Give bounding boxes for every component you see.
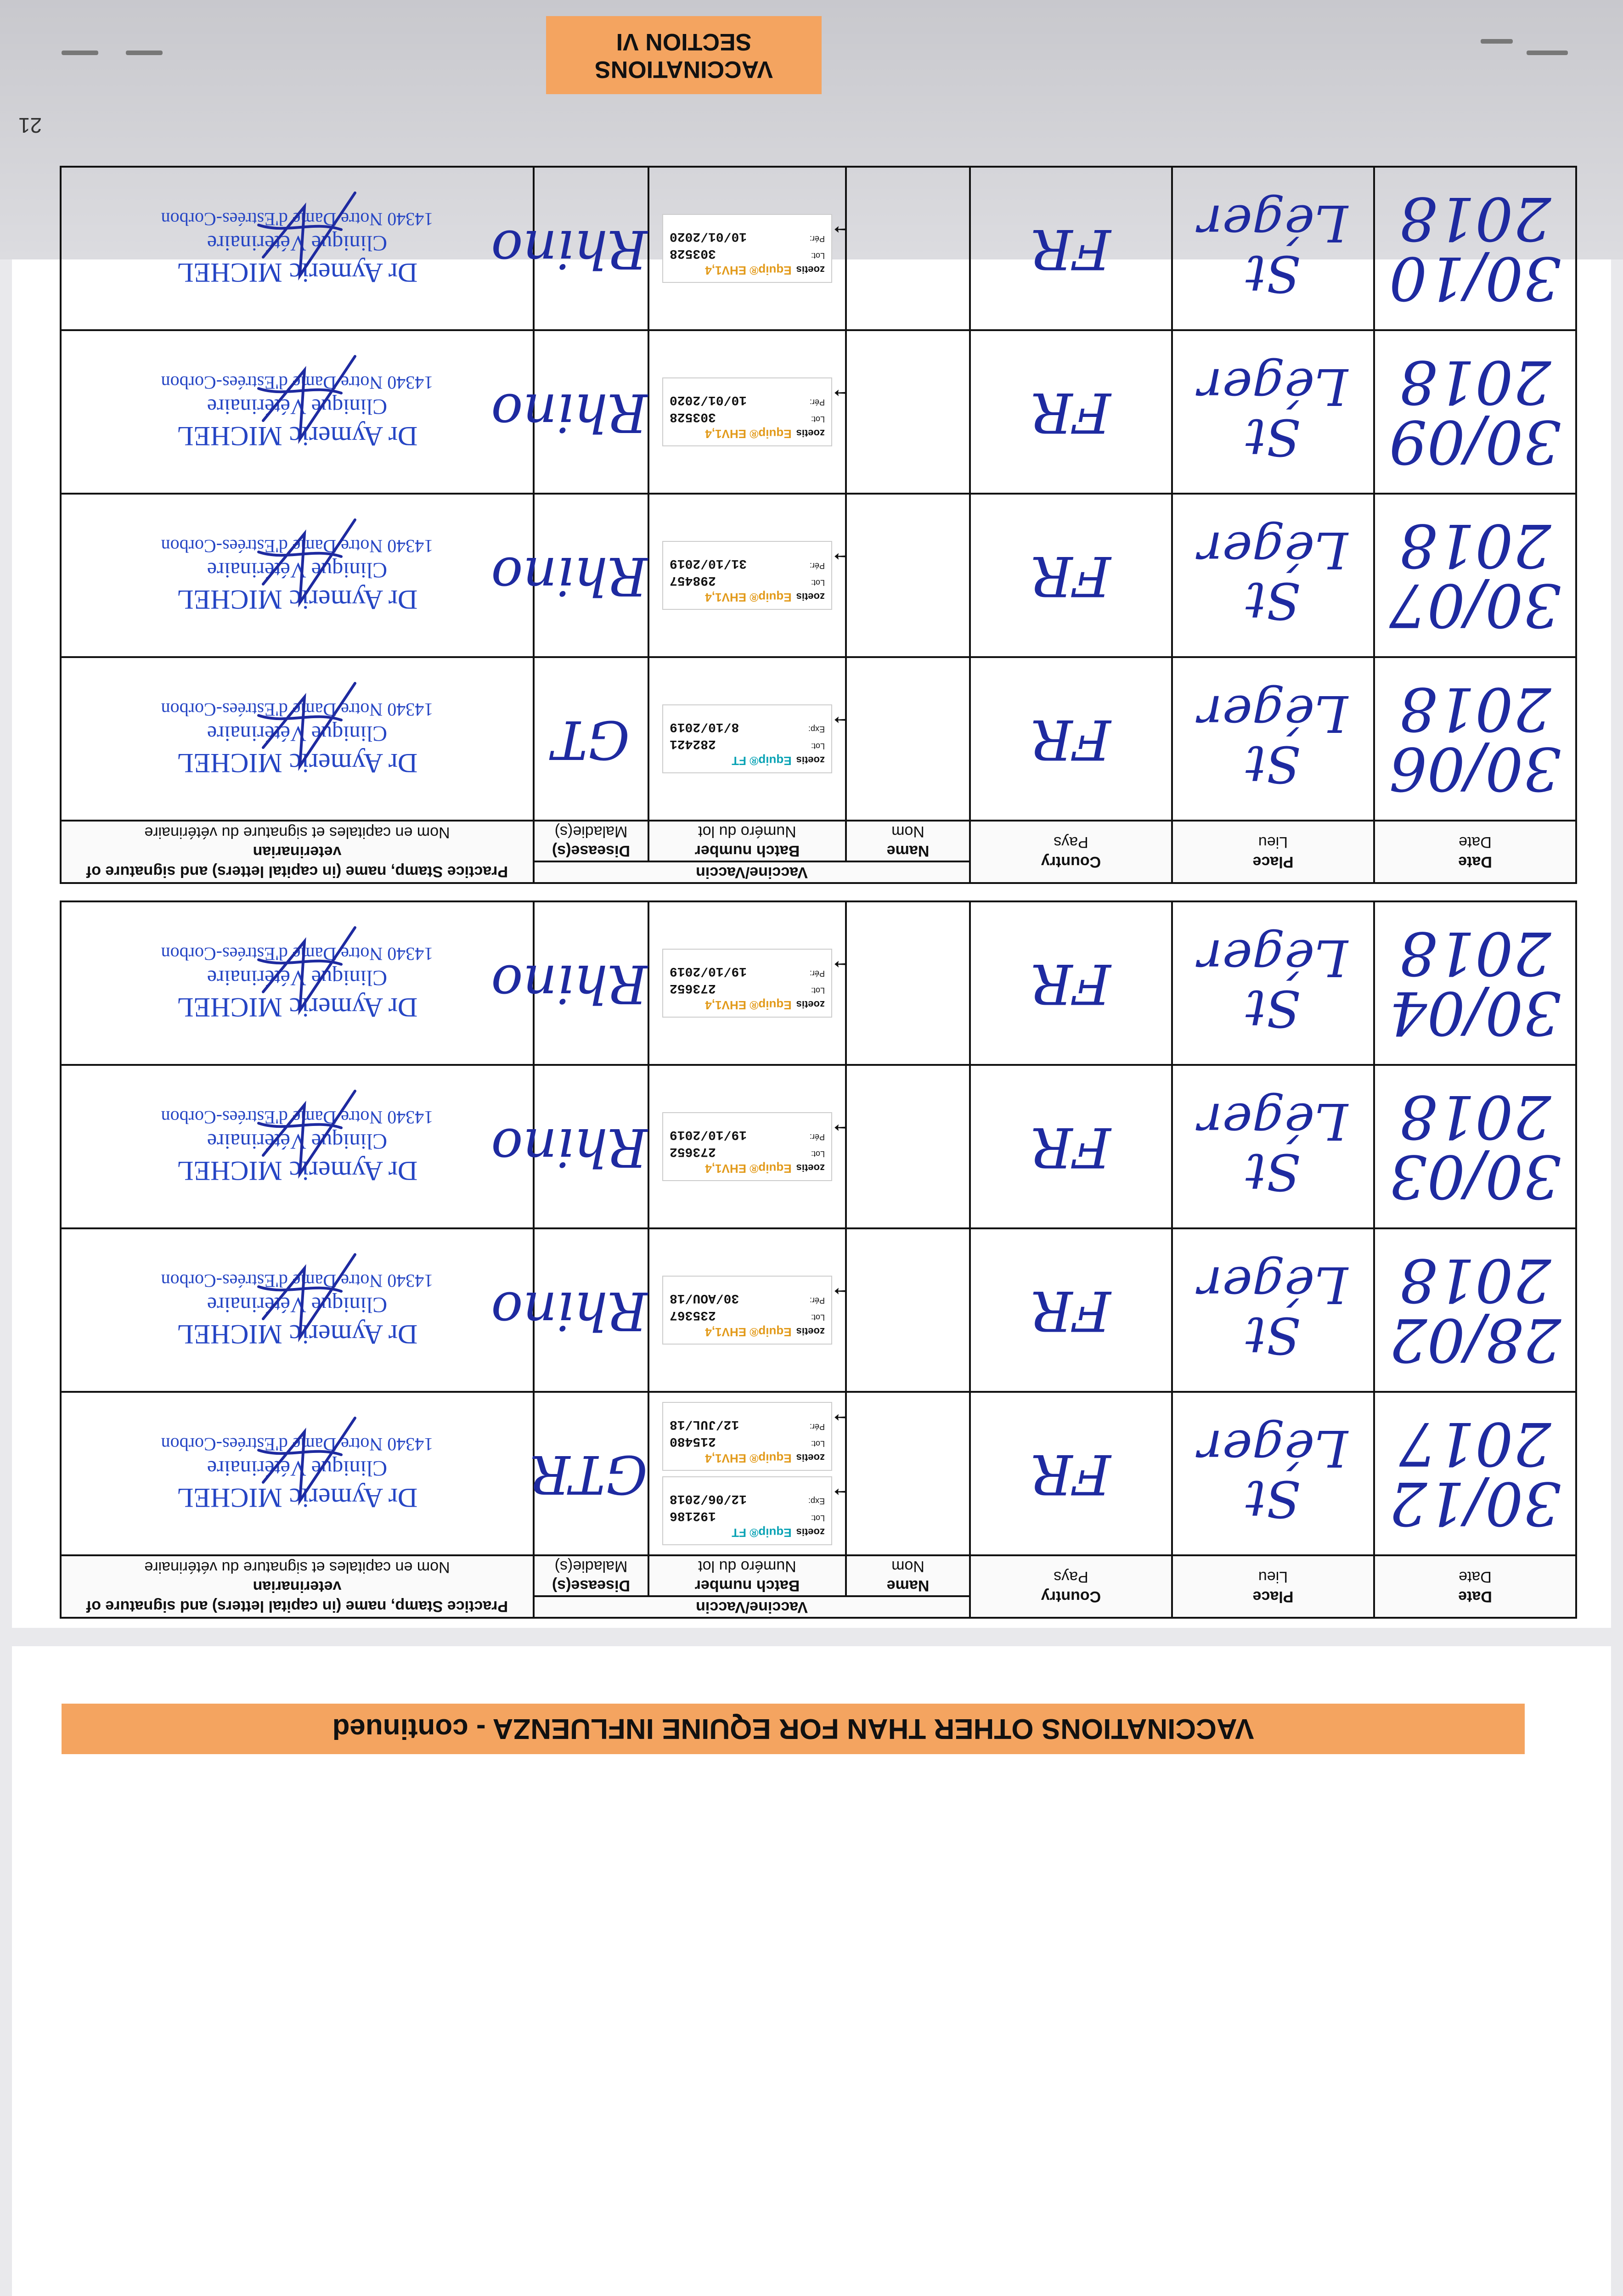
place-cell — [1172, 658, 1374, 821]
table-row — [61, 494, 1576, 658]
place-line1: St — [1245, 408, 1301, 467]
table-row — [61, 1065, 1576, 1229]
sticker-exp-line — [670, 1128, 825, 1142]
vaccine-name-cell — [846, 902, 970, 1065]
arrow-icon: ➙ — [834, 221, 847, 239]
stamp-cell — [61, 167, 534, 331]
table-row — [61, 1229, 1576, 1392]
date-day: 30/09 — [1389, 407, 1561, 477]
staple-mark — [126, 51, 163, 55]
stamp-clinic: Clinique Vétérinaire — [207, 558, 388, 583]
signature-scribble — [249, 918, 369, 1019]
stamp-address: 14340 Notre Dame d'Estrées-Corbon — [161, 535, 434, 557]
date-cell — [1374, 902, 1576, 1065]
sticker-exp-line — [670, 393, 825, 407]
vaccine-name-cell — [846, 167, 970, 331]
date-day: 28/02 — [1389, 1305, 1561, 1375]
header-name: Name Nom — [846, 821, 970, 862]
sticker-product-line — [670, 1526, 825, 1540]
header-date: Date Date — [1374, 1556, 1576, 1618]
sticker-exp: 12/JUL/18 — [670, 1417, 739, 1432]
arrow-icon: ➙ — [834, 956, 847, 974]
sticker-lot-key: Lot: — [811, 1514, 825, 1523]
place-line1: St — [1245, 571, 1301, 630]
stamp-cell — [61, 1065, 534, 1229]
disease-cell: Rhino — [534, 494, 648, 658]
sticker-product-line — [670, 998, 825, 1013]
sticker-exp: 19/10/2019 — [670, 964, 747, 979]
date-cell — [1374, 1065, 1576, 1229]
sticker-exp-key: Pér: — [809, 1422, 825, 1432]
date-year: 2018 — [1399, 1082, 1551, 1152]
header-disease: Disease(s) Maladie(s) — [534, 1556, 648, 1597]
sticker-lot: 273652 — [670, 1144, 716, 1159]
place-line2: Léger — [1198, 194, 1348, 253]
sticker-lot-line — [670, 1435, 825, 1449]
practice-stamp — [62, 1106, 533, 1188]
header-name: Name Nom — [846, 1556, 970, 1597]
arrow-icon: ➙ — [834, 384, 847, 402]
sticker-lot-line — [670, 981, 825, 996]
sticker-product-line — [670, 1162, 825, 1176]
sticker-lot: 235367 — [670, 1308, 716, 1322]
stamp-vet-name: Dr Aymeric MICHEL — [176, 1156, 418, 1187]
vaccine-name-cell — [846, 658, 970, 821]
date-cell — [1374, 494, 1576, 658]
table-row — [61, 1392, 1576, 1556]
date-day: 30/03 — [1389, 1142, 1561, 1212]
practice-stamp — [62, 1270, 533, 1351]
batch-cell — [648, 1065, 846, 1229]
stamp-cell — [61, 902, 534, 1065]
place-cell — [1172, 1392, 1374, 1556]
stamp-cell — [61, 331, 534, 494]
header-place: Place Lieu — [1172, 821, 1374, 884]
stamp-address: 14340 Notre Dame d'Estrées-Corbon — [161, 372, 434, 393]
staple-mark — [1527, 51, 1568, 55]
sticker-exp: 31/10/2019 — [670, 556, 747, 571]
date-cell — [1374, 1392, 1576, 1556]
sticker-brand: zoetis — [796, 754, 825, 766]
sticker-product-line — [670, 264, 825, 278]
batch-cell — [648, 1229, 846, 1392]
stamp-address: 14340 Notre Dame d'Estrées-Corbon — [161, 1434, 434, 1455]
sticker-exp-line — [670, 964, 825, 979]
sticker-product: Equip® EHV1,4 — [705, 1452, 792, 1466]
stamp-clinic: Clinique Vétérinaire — [207, 721, 388, 746]
stamp-clinic: Clinique Vétérinaire — [207, 1129, 388, 1154]
sticker-lot: 298457 — [670, 573, 716, 588]
stamp-address: 14340 Notre Dame d'Estrées-Corbon — [161, 699, 434, 720]
header-stamp: Practice Stamp, name (in capital letters) and signature of veterinarian Nom en capitales et signature du vétérinaire — [61, 1556, 534, 1618]
sticker-exp-key: Pér: — [809, 561, 825, 571]
arrow-icon: ➙ — [834, 1483, 847, 1501]
staple-mark — [1481, 39, 1513, 44]
place-cell — [1172, 902, 1374, 1065]
sticker-lot: 273652 — [670, 981, 716, 996]
stamp-clinic: Clinique Vétérinaire — [207, 1456, 388, 1481]
disease-cell: Rhino — [534, 331, 648, 494]
arrow-icon: ➙ — [834, 548, 847, 566]
stamp-clinic: Clinique Vétérinaire — [207, 231, 388, 256]
sticker-product: Equip® EHV1,4 — [705, 1162, 792, 1176]
sticker-exp: 8/10/2019 — [670, 720, 739, 734]
arrow-icon: ➙ — [834, 1409, 847, 1427]
header-batch: Batch number Numéro du lot — [648, 821, 846, 862]
date-day: 30/07 — [1389, 570, 1561, 641]
sticker-exp-line — [670, 1291, 825, 1306]
sticker-product: Equip® EHV1,4 — [705, 264, 792, 278]
sticker-lot-key: Lot: — [811, 578, 825, 588]
sticker-lot: 215480 — [670, 1434, 716, 1449]
stamp-vet-name: Dr Aymeric MICHEL — [176, 421, 418, 452]
place-cell — [1172, 167, 1374, 331]
stamp-clinic: Clinique Vétérinaire — [207, 394, 388, 419]
sticker-exp: 19/10/2019 — [670, 1127, 747, 1142]
sticker-lot-key: Lot: — [811, 986, 825, 996]
batch-cell — [648, 902, 846, 1065]
section-banner — [546, 16, 822, 94]
sticker-lot-key: Lot: — [811, 1439, 825, 1449]
date-day: 30/06 — [1389, 734, 1561, 804]
page-number: 21 — [18, 113, 42, 137]
sticker-lot-key: Lot: — [811, 1149, 825, 1159]
disease-cell: Rhino — [534, 1229, 648, 1392]
disease-cell: Rhino — [534, 1065, 648, 1229]
sticker-brand: zoetis — [796, 428, 825, 439]
date-cell — [1374, 1229, 1576, 1392]
practice-stamp — [62, 698, 533, 780]
header-place: Place Lieu — [1172, 1556, 1374, 1618]
sticker-exp-key: Exp: — [808, 725, 825, 734]
header-date: Date Date — [1374, 821, 1576, 884]
sticker-lot: 303528 — [670, 246, 716, 261]
date-cell — [1374, 331, 1576, 494]
disease-cell: GT — [534, 658, 648, 821]
sticker-product-line — [670, 591, 825, 605]
sticker-lot-line — [670, 410, 825, 424]
header-disease: Disease(s) Maladie(s) — [534, 821, 648, 862]
sticker-exp-key: Pér: — [809, 1132, 825, 1142]
sticker-product: Equip® FT — [732, 1526, 792, 1540]
sticker-exp: 30/AOU/18 — [670, 1291, 739, 1306]
date-year: 2018 — [1399, 674, 1551, 744]
sticker-lot: 282421 — [670, 737, 716, 751]
place-line2: Léger — [1198, 521, 1348, 580]
sticker-brand: zoetis — [796, 1452, 825, 1464]
sticker-product: Equip® EHV1,4 — [705, 1325, 792, 1339]
sticker-exp-key: Pér: — [809, 969, 825, 979]
practice-stamp — [62, 371, 533, 453]
place-cell — [1172, 494, 1374, 658]
vaccine-sticker — [662, 378, 847, 447]
sticker-product-line — [670, 754, 825, 768]
batch-cell — [648, 658, 846, 821]
sticker-lot-line — [670, 1509, 825, 1523]
stamp-cell — [61, 1229, 534, 1392]
country-cell: FR — [970, 1229, 1172, 1392]
sticker-brand: zoetis — [796, 1526, 825, 1538]
country-cell: FR — [970, 331, 1172, 494]
disease-cell: Rhino — [534, 902, 648, 1065]
header-country: Country Pays — [970, 821, 1172, 884]
stamp-vet-name: Dr Aymeric MICHEL — [176, 585, 418, 615]
sticker-lot-key: Lot: — [811, 251, 825, 261]
country-cell: FR — [970, 1065, 1172, 1229]
stamp-address: 14340 Notre Dame d'Estrées-Corbon — [161, 1270, 434, 1291]
sticker-lot-key: Lot: — [811, 415, 825, 424]
stamp-vet-name: Dr Aymeric MICHEL — [176, 1319, 418, 1350]
date-day: 30/12 — [1389, 1469, 1561, 1539]
date-year: 2018 — [1399, 511, 1551, 581]
sticker-product: Equip® FT — [732, 754, 792, 768]
date-day: 30/04 — [1389, 978, 1561, 1048]
header-country: Country Pays — [970, 1556, 1172, 1618]
sticker-brand: zoetis — [796, 999, 825, 1011]
place-line2: Léger — [1198, 684, 1348, 743]
vaccine-name-cell — [846, 1229, 970, 1392]
country-cell: FR — [970, 1392, 1172, 1556]
date-cell — [1374, 658, 1576, 821]
header-vaccine: Vaccine/Vaccin — [534, 862, 970, 884]
vaccine-sticker — [662, 214, 847, 283]
vaccine-sticker — [662, 1276, 847, 1345]
signature-scribble — [249, 1409, 369, 1510]
place-line1: St — [1245, 1306, 1301, 1365]
place-line1: St — [1245, 1142, 1301, 1202]
stamp-cell — [61, 658, 534, 821]
header-stamp: Practice Stamp, name (in capital letters) and signature of veterinarian Nom en capitales et signature du vétérinaire — [61, 821, 534, 884]
stamp-vet-name: Dr Aymeric MICHEL — [176, 1483, 418, 1514]
vaccine-sticker — [662, 541, 847, 610]
sticker-exp-line — [670, 230, 825, 244]
sticker-brand: zoetis — [796, 1162, 825, 1174]
signature-scribble — [249, 347, 369, 448]
date-year: 2018 — [1399, 1245, 1551, 1316]
practice-stamp — [62, 535, 533, 617]
sticker-exp: 12/06/2018 — [670, 1491, 747, 1506]
vaccine-sticker — [662, 1402, 847, 1471]
date-year: 2018 — [1399, 347, 1551, 417]
sticker-lot-line — [670, 574, 825, 588]
sticker-lot-line — [670, 1308, 825, 1322]
signature-scribble — [249, 1245, 369, 1346]
header-batch: Batch number Numéro du lot — [648, 1556, 846, 1597]
vaccine-sticker — [662, 1113, 847, 1182]
vaccine-sticker — [662, 949, 847, 1018]
stamp-address: 14340 Notre Dame d'Estrées-Corbon — [161, 208, 434, 230]
date-year: 2018 — [1399, 918, 1551, 989]
sticker-exp-key: Exp: — [808, 1497, 825, 1506]
sticker-exp-line — [670, 1418, 825, 1432]
signature-scribble — [249, 184, 369, 285]
signature-scribble — [249, 1082, 369, 1183]
vaccination-table-2 — [60, 166, 1577, 884]
country-cell: FR — [970, 658, 1172, 821]
sticker-product-line — [670, 427, 825, 441]
place-line2: Léger — [1198, 1092, 1348, 1151]
vaccine-name-cell — [846, 494, 970, 658]
country-cell: FR — [970, 902, 1172, 1065]
place-line2: Léger — [1198, 1255, 1348, 1315]
stamp-vet-name: Dr Aymeric MICHEL — [176, 748, 418, 779]
date-day: 30/10 — [1389, 243, 1561, 314]
vaccine-name-cell — [846, 1065, 970, 1229]
sticker-lot-key: Lot: — [811, 1313, 825, 1322]
signature-scribble — [249, 511, 369, 612]
disease-cell: Rhino — [534, 167, 648, 331]
stamp-clinic: Clinique Vétérinaire — [207, 966, 388, 990]
sticker-exp-line — [670, 1492, 825, 1506]
table-row — [61, 902, 1576, 1065]
arrow-icon: ➙ — [834, 1283, 847, 1300]
place-line1: St — [1245, 979, 1301, 1038]
place-line2: Léger — [1198, 929, 1348, 988]
batch-cell — [648, 167, 846, 331]
place-line1: St — [1245, 244, 1301, 304]
table-row — [61, 658, 1576, 821]
place-cell — [1172, 331, 1374, 494]
sticker-product-line — [670, 1325, 825, 1339]
vaccine-sticker — [662, 1477, 847, 1546]
sticker-lot-key: Lot: — [811, 742, 825, 751]
practice-stamp — [62, 1433, 533, 1515]
sticker-exp: 10/01/2020 — [670, 393, 747, 407]
header-vaccine: Vaccine/Vaccin — [534, 1597, 970, 1618]
sticker-lot-line — [670, 1145, 825, 1159]
sticker-exp-line — [670, 557, 825, 571]
sticker-lot: 303528 — [670, 410, 716, 424]
place-cell — [1172, 1229, 1374, 1392]
stamp-address: 14340 Notre Dame d'Estrées-Corbon — [161, 1107, 434, 1128]
table-row — [61, 331, 1576, 494]
arrow-icon: ➙ — [834, 1119, 847, 1137]
signature-scribble — [249, 674, 369, 775]
stamp-vet-name: Dr Aymeric MICHEL — [176, 258, 418, 288]
disease-cell: GTR — [534, 1392, 648, 1556]
sticker-brand: zoetis — [796, 264, 825, 276]
date-year: 2017 — [1399, 1409, 1551, 1479]
date-year: 2018 — [1399, 184, 1551, 254]
vaccination-table-1 — [60, 901, 1577, 1619]
sticker-product: Equip® EHV1,4 — [705, 591, 792, 605]
sticker-exp-line — [670, 720, 825, 734]
sticker-exp-key: Pér: — [809, 1296, 825, 1306]
vaccine-sticker — [662, 705, 847, 774]
stamp-cell — [61, 1392, 534, 1556]
sticker-exp: 10/01/2020 — [670, 229, 747, 244]
table-row — [61, 167, 1576, 331]
sticker-exp-key: Pér: — [809, 234, 825, 244]
practice-stamp — [62, 943, 533, 1024]
sticker-brand: zoetis — [796, 1326, 825, 1338]
stamp-cell — [61, 494, 534, 658]
vaccine-name-cell — [846, 1392, 970, 1556]
continued-banner: VACCINATIONS OTHER THAN FOR EQUINE INFLUENZA - continued — [62, 1704, 1525, 1754]
sticker-product: Equip® EHV1,4 — [705, 998, 792, 1013]
place-line2: Léger — [1198, 1419, 1348, 1478]
place-line1: St — [1245, 1469, 1301, 1529]
country-cell: FR — [970, 167, 1172, 331]
sticker-lot: 192186 — [670, 1508, 716, 1523]
sticker-brand: zoetis — [796, 591, 825, 603]
place-line2: Léger — [1198, 357, 1348, 416]
stamp-clinic: Clinique Vétérinaire — [207, 1293, 388, 1317]
staple-mark — [62, 51, 98, 55]
sticker-exp-key: Pér: — [809, 398, 825, 407]
country-cell: FR — [970, 494, 1172, 658]
sticker-product-line — [670, 1452, 825, 1466]
place-line1: St — [1245, 735, 1301, 794]
practice-stamp — [62, 208, 533, 290]
place-cell — [1172, 1065, 1374, 1229]
stamp-vet-name: Dr Aymeric MICHEL — [176, 992, 418, 1023]
section-banner-line2: SECTION VI — [616, 28, 752, 55]
date-cell — [1374, 167, 1576, 331]
batch-cell — [648, 331, 846, 494]
arrow-icon: ➙ — [834, 711, 847, 729]
sticker-lot-line — [670, 737, 825, 751]
batch-cell — [648, 494, 846, 658]
stamp-address: 14340 Notre Dame d'Estrées-Corbon — [161, 943, 434, 964]
sticker-lot-line — [670, 247, 825, 261]
sticker-product: Equip® EHV1,4 — [705, 427, 792, 441]
vaccine-name-cell — [846, 331, 970, 494]
batch-cell — [648, 1392, 846, 1556]
section-banner-line1: VACCINATIONS — [594, 56, 773, 83]
